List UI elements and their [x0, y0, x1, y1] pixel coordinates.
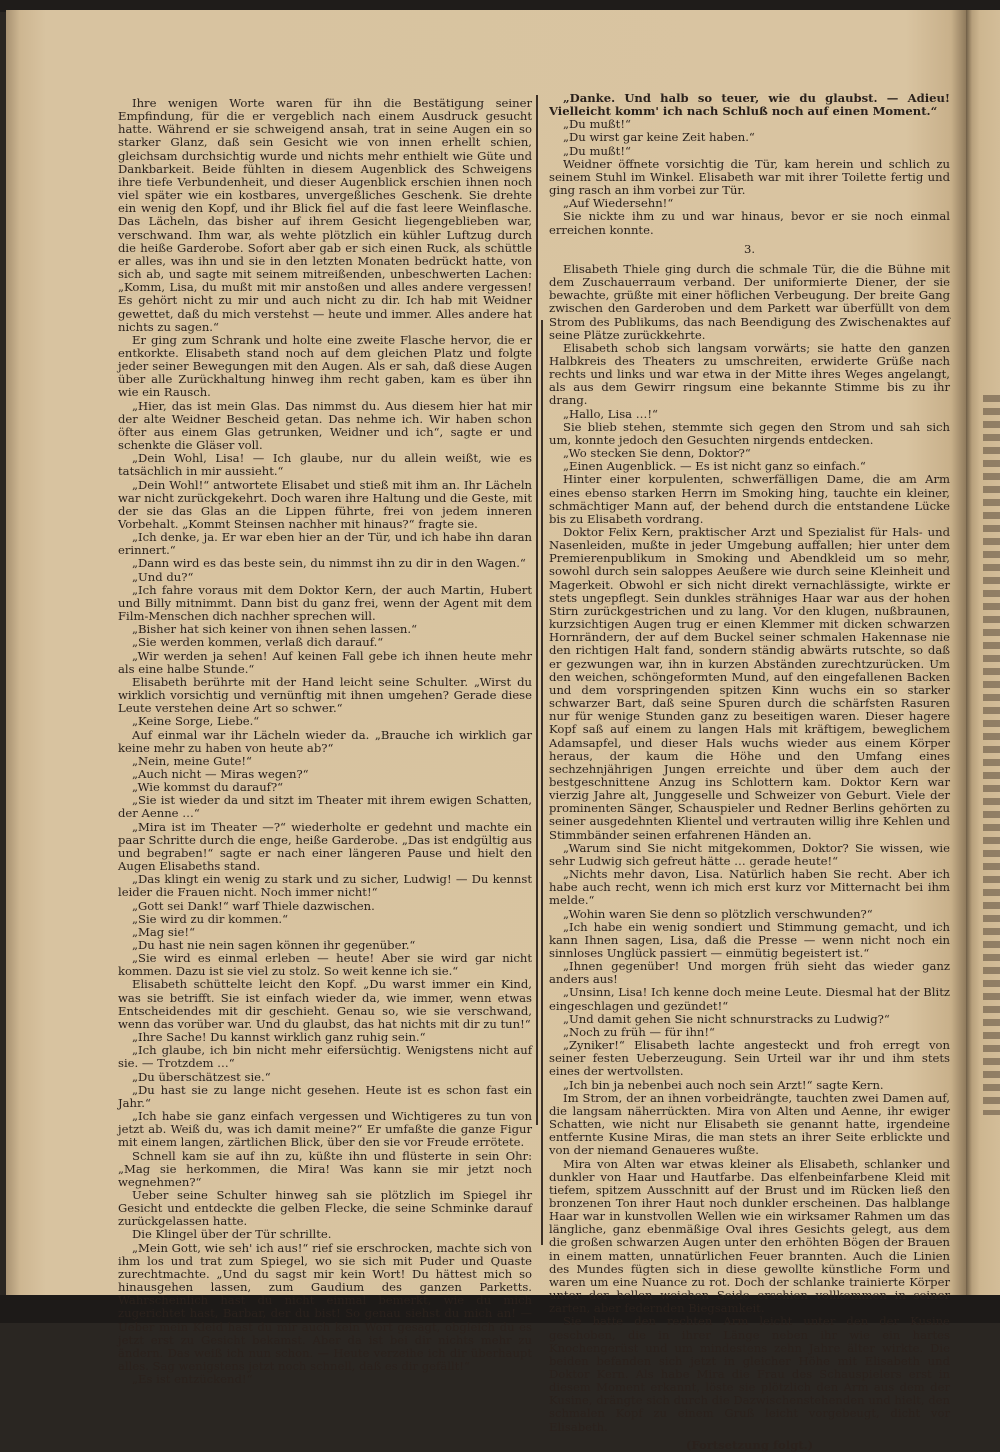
paragraph: Im Strom, der an ihnen vorbeidrängte, tauchten zwei Damen auf, die langsam näherrückten. Mira von Alten und Aenne, ihr ewiger Schatten, wie nicht nur Elisabeth sie genannt hatte, irgendeine entfernte Kusine Miras, die man stets an ihrer Seite erblickte und von der niemand Genaueres wußte. — [549, 1090, 950, 1158]
paragraph: „Noch zu früh — für ihn!“ — [563, 1024, 715, 1039]
paragraph: Elisabeth Thiele ging durch die schmale Tür, die die Bühne mit dem Zuschauerraum verband. Der uniformierte Diener, der sie bewachte, grüßte mit einer höflichen Verbeugung. Der breite Gang zwischen den Garderoben und dem Parkett war überfüllt von dem Strom des Publikums, das nach Beendigung des Zwischenaktes auf seine Plätze zurückkehrte. — [549, 261, 950, 342]
paragraph: „Das klingt ein wenig zu stark und zu sicher, Ludwig! — Du kennst leider die Frauen nicht. Noch immer nicht!“ — [118, 872, 532, 900]
paragraph: Schnell kam sie auf ihn zu, küßte ihn und flüsterte in sein Ohr: „Mag sie herkommen, die Mira! Was kann sie mir jetzt noch wegnehmen?“ — [118, 1148, 532, 1189]
paragraph: „Warum sind Sie nicht mitgekommen, Doktor? Sie wissen, wie sehr Ludwig sich gefreut hätte … gerade heute!“ — [549, 840, 950, 868]
paragraph: „Ich habe ein wenig sondiert und Stimmung gemacht, und ich kann Ihnen sagen, Lisa, daß die Presse — wenn nicht noch ein sinnloses Unglück passiert — einmütig begeistert ist.“ — [549, 919, 950, 960]
paragraph: „Es ist entzückend!“ — [132, 1372, 253, 1387]
right-column-after-section — [549, 263, 950, 1434]
paragraph: Doktor Felix Kern, praktischer Arzt und Spezialist für Hals- und Nasenleiden, mußte in jeder Umgebung auffallen; hier unter dem Premierenpublikum in Smoking und Abendkleid um so mehr, sowohl durch sein saloppes Aeußere wie durch seine Kleinheit und Magerkeit. Obwohl er sich nicht direkt vernachlässigte, wirkte er stets ungepflegt. Sein dunkles strähniges Haar war aus der hohen Stirn zurückgestrichen und zu lang. Vor den klugen, nußbraunen, kurzsichtigen Augen trug er einen Klemmer mit dicken schwarzen Hornrändern, der auf dem Buckel seiner schmalen Hakennase nie den richtigen Halt fand, sondern ständig abwärts rutschte, so daß er gezwungen war, ihn in kurzen Abständen zurechtzurücken. Um den weichen, schöngeformten Mund, auf den eingefallenen Backen und dem vorspringenden spitzen Kinn wuchs ein so starker schwarzer Bart, daß seine Spuren durch die schärfsten Rasuren nur für wenige Stunden ganz zu beseitigen waren. Dieser hagere Kopf saß auf einem zu langen Hals mit kräftigem, beweglichem Adamsapfel, und dieser Hals wuchs wieder aus einem Körper heraus, der kaum die Höhe und den Umfang eines sechzehnjährigen Jungen erreichte und über dem auch der bestgeschnittene Anzug ins Schlottern kam. Doktor Kern war vierzig Jahre alt, Junggeselle und Schweizer von Geburt. Viele der prominenten Sänger, Schauspieler und Redner Berlins gehörten zu seiner ausgedehnten Klientel und vertrauten willig ihre Kehlen und Stimmbänder seinen erfahrenen Händen an. — [549, 525, 950, 842]
column-divider — [536, 95, 538, 1125]
paragraph: „Einen Augenblick. — Es ist nicht ganz so einfach.“ — [563, 459, 866, 474]
paragraph: „Auf Wiedersehn!“ — [563, 196, 674, 211]
paragraph: „Sie wird zu dir kommen.“ — [132, 911, 289, 926]
paragraph: „Dein Wohl, Lisa! — Ich glaube, nur du allein weißt, wie es tatsächlich in mir aussieht.“ — [118, 451, 532, 479]
paragraph: „Bisher hat sich keiner von ihnen sehen lassen.“ — [132, 622, 418, 637]
paragraph: „Dein Wohl!“ antwortete Elisabet und stieß mit ihm an. Ihr Lächeln war nicht zurückgekehrt. Doch waren ihre Haltung und die Geste, mit der sie das Glas an die Lippen führte, frei von jedem inneren Vorbehalt. „Kommt Steinsen nachher mit hinaus?“ fragte sie. — [118, 477, 532, 531]
paragraph: „Zyniker!“ Elisabeth lachte angesteckt und froh erregt von seiner festen Ueberzeugung. Sein Urteil war ihr und ihm stets eines der wertvollsten. — [549, 1038, 950, 1079]
paragraph: „Sie werden kommen, verlaß dich darauf.“ — [132, 635, 384, 650]
paragraph: Die Klingel über der Tür schrillte. — [132, 1227, 332, 1242]
paragraph: Mira von Alten war etwas kleiner als Elisabeth, schlanker und dunkler von Haar und Hautfarbe. Das elfenbeinfarbene Kleid mit tiefem, spitzem Ausschnitt auf der Brust und im Rücken ließ den bronzenen Ton ihrer Haut noch dunkler erscheinen. Das halblange Haar war in kunstvollen Wellen wie ein wirksamer Rahmen um das längliche, ganz ebenmäßige Oval ihres Gesichts gelegt, aus dem die großen schwarzen Augen unter den erhöhten Bögen der Brauen in einem matten, unnatürlichen Feuer brannten. Auch die Linien des Mundes fügten sich in diese gewollte künstliche Form und waren um eine Nuance zu rot. Doch der schlanke trainierte Körper unter der hellen weichen Seide erschien vollkommen in seiner zarten, aber federnden Biegsamkeit. — [549, 1156, 950, 1316]
column-divider — [541, 320, 543, 1245]
paragraph: „Du mußt!“ — [563, 117, 631, 132]
paragraph: „Nein, meine Gute!“ — [132, 753, 252, 768]
paragraph: „Nichts mehr davon, Lisa. Natürlich haben Sie recht. Aber ich habe auch recht, wenn ich mich erst kurz vor Mitternacht bei ihm melde.“ — [549, 867, 950, 908]
paragraph: „Hier, das ist mein Glas. Das nimmst du. Aus diesem hier hat mir der alte Weidner Bescheid getan. Das nehme ich. Wir haben schon öfter aus einem Glas getrunken, Weidner und ich“, sagte er und schenkte die Gläser voll. — [118, 398, 532, 453]
paragraph: „Ihnen gegenüber! Und morgen früh sieht das wieder ganz anders aus! — [549, 959, 950, 987]
paragraph: Hinter einer korpulenten, schwerfälligen Dame, die am Arm eines ebenso starken Herrn im Smoking hing, tauchte ein kleiner, schmächtiger Mann auf, der behend durch die entstandene Lücke bis zu Elisabeth vordrang. — [549, 472, 950, 526]
paragraph: „Wie kommst du darauf?“ — [132, 780, 284, 795]
paragraph: „Ich fahre voraus mit dem Doktor Kern, der auch Martin, Hubert und Billy mitnimmt. Dann bist du ganz frei, wenn der Agent mit dem Film-Menschen dich nachher sprechen will. — [118, 582, 532, 624]
paragraph: „Du überschätzest sie.“ — [132, 1069, 271, 1084]
paragraph: Ihre wenigen Worte waren für ihn die Bestätigung seiner Empfindung, für die er vergeblich nach einem Ausdruck gesucht hatte. Während er sie schweigend ansah, trat in seine Augen ein so starker Glanz, daß sein Gesicht wie von innen erhellt schien, gleichsam durchsichtig wurde und nichts mehr enthielt wie Güte und Dankbarkeit. Beide fühlten in diesem Augenblick des Schweigens ihre tiefe Verbundenheit, und dieser Augenblick erschien ihnen noch viel später wie ein kostbares, unvergeßliches Geschenk. Sie drehte ein wenig den Kopf, und ihr Blick fiel auf die fast leere Weinflasche. Das Lächeln, das bisher auf ihrem Gesicht liegengeblieben war, verschwand. Ihm war, als wehte plötzlich ein kühler Luftzug durch die heiße Garderobe. Sofort aber gab er sich einen Ruck, als schüttle er alles, was ihn und sie in den letzten Monaten bedrückt hatte, von sich ab, und sagte mit seinem mitreißenden, unbeschwerten Lachen: „Komm, Lisa, du mußt mit mir anstoßen und alles andere vergessen! Es gehört nicht zu mir und auch nicht zu dir. Ich hab mit Weidner gewettet, daß du mich verstehst — heute und immer. Alles andere hat nichts zu sagen.“ — [118, 96, 532, 334]
paragraph: Sie blieb stehen, stemmte sich gegen den Strom und sah sich um, konnte jedoch den Gesuchten nirgends entdecken. — [549, 419, 950, 447]
paragraph: „Wohin waren Sie denn so plötzlich verschwunden?“ — [563, 906, 873, 921]
paragraph: „Dann wird es das beste sein, du nimmst ihn zu dir in den Wagen.“ — [132, 556, 526, 571]
paragraph: Sie nickte ihm zu und war hinaus, bevor er sie noch einmal erreichen konnte. — [549, 209, 950, 237]
paragraph: „Ich denke, ja. Er war eben hier an der Tür, und ich habe ihn daran erinnert.“ — [118, 530, 532, 558]
section-number: 3. — [743, 241, 756, 256]
paragraph: „Ich bin ja nebenbei auch noch sein Arzt!“ sagte Kern. — [563, 1077, 884, 1092]
paragraph: „Ihre Sache! Du kannst wirklich ganz ruhig sein.“ — [132, 1030, 426, 1045]
left-column — [118, 97, 532, 1386]
paragraph: Elisabeth schob sich langsam vorwärts; sie hatte den ganzen Halbkreis des Theaters zu umschreiten, erwiderte Grüße nach rechts und links und war etwa in der Mitte ihres Weges angelangt, als aus dem Gewirr ringsum eine bekannte Stimme bis zu ihr drang. — [549, 340, 950, 408]
paragraph: „Hallo, Lisa …!“ — [563, 406, 658, 421]
paragraph: „Du wirst gar keine Zeit haben.“ — [563, 130, 755, 145]
paragraph: Auf einmal war ihr Lächeln wieder da. „Brauche ich wirklich gar keine mehr zu haben von heute ab?“ — [118, 727, 532, 755]
paragraph: „Ich habe sie ganz einfach vergessen und Wichtigeres zu tun von jetzt ab. Weiß du, was ich damit meine?“ Er umfaßte die ganze Figur mit einem langen, zärtlichen Blick, über den sie vor Freude errötete. — [118, 1109, 532, 1150]
adjacent-page-text-fragments — [983, 395, 1000, 1115]
paragraph: „Du hast nie nein sagen können ihr gegenüber.“ — [132, 938, 416, 952]
paragraph: „Wo stecken Sie denn, Doktor?“ — [563, 446, 751, 461]
paragraph: „Und damit gehen Sie nicht schnurstracks zu Ludwig?“ — [563, 1011, 890, 1026]
paragraph: „Gott sei Dank!“ warf Thiele dazwischen. — [132, 898, 375, 913]
paragraph: „Ich glaube, ich bin nicht mehr eifersüchtig. Wenigstens nicht auf sie. — Trotzdem …“ — [118, 1043, 532, 1071]
paragraph: Ueber seine Schulter hinweg sah sie plötzlich im Spiegel ihr Gesicht und entdeckte die gelben Flecke, die seine Schminke darauf zurückgelassen hatte. — [118, 1187, 532, 1229]
paragraph: „Mag sie!“ — [132, 924, 196, 939]
paragraph: „Wir werden ja sehen! Auf keinen Fall gebe ich ihnen heute mehr als eine halbe Stunde.“ — [118, 648, 532, 676]
paragraph: Sie hatte den rechten Arm leicht unter den der Kusine geschoben, die in ihrer Länge neben ihr wie ein hartes Knochengerüst und um mindestens zehn Jahre älter wirkte. Die beiden befanden sich jetzt in gleicher Höhe mit Elisabeth und Doktor Kern. Als habe Mira die Frau des Schauspielers erst in diesem Moment erkannt, löste sie plötzlich den Arm aus dem der Kusine, drängte sich durch die Dazwischenstehenden und hielt, den schmalen Kopf zu einem Gruß leicht vorgebeugt, dicht vor Elisabeth. — [549, 1314, 950, 1434]
right-column-before-section — [549, 92, 950, 237]
paragraph: „Auch nicht — Miras wegen?“ — [132, 766, 309, 781]
paragraph: Elisabeth schüttelte leicht den Kopf. „Du warst immer ein Kind, was sie betrifft. Sie ist einfach wieder da, wie immer, wenn etwas Entscheidendes mit dir geschieht. Genau so, wie sie verschwand, wenn das vorüber war. Und du glaubst, das hat nichts mit dir zu tun!“ — [118, 977, 532, 1031]
paragraph: Er ging zum Schrank und holte eine zweite Flasche hervor, die er entkorkte. Elisabeth stand noch auf dem gleichen Platz und folgte jeder seiner Bewegungen mit den Augen. Als er sah, daß diese Augen über alle Zurückhaltung hinweg ihm recht gaben, kam es über ihn wie ein Rausch. — [118, 332, 532, 400]
continuation-note: (Fortsetzung folgt.) — [685, 1437, 814, 1452]
paragraph: „Und du?“ — [132, 569, 194, 584]
right-column — [549, 92, 950, 1452]
paragraph: „Mein Gott, wie seh' ich aus!“ rief sie erschrocken, machte sich von ihm los und trat zum Spiegel, wo sie sich mit Puder und Quaste zurechtmachte. „Und du sagst mir kein Wort! Du hättest mich so hinausgehen lassen, zum Gaudium des ganzen Parketts. Wahrscheinlich hast du nicht einmal bemerkt, wie du mich zugerichtet hast, Barbar, der du bist! So genau siehst du mich an! — Ueber mein Kleid hast du mir auch kein Wort gesagt, obgleich du es jetzt erst zu Gesicht bekamst. Aber da ist bei dir nichts mehr zu ändern. Das weiß ich nun schon. — Heute verzeihe ich dir überhaupt alles. Sag wenigstens jetzt noch schnell, daß es dir gefällt!“ — [118, 1240, 532, 1373]
paragraph: „Sie wird es einmal erleben — heute! Aber sie wird gar nicht kommen. Dazu ist sie viel zu stolz. So weit kenne ich sie.“ — [118, 951, 532, 979]
paragraph: „Du mußt!“ — [563, 143, 631, 158]
paragraph: „Danke. Und halb so teuer, wie du glaubst. — Adieu! Vielleicht komm' ich nach Schluß noch auf einen Moment.“ — [549, 91, 950, 119]
paragraph: „Unsinn, Lisa! Ich kenne doch meine Leute. Diesmal hat der Blitz eingeschlagen und gezündet!“ — [549, 985, 950, 1013]
paragraph: Weidner öffnete vorsichtig die Tür, kam herein und schlich zu seinem Stuhl im Winkel. Elisabeth war mit ihrer Toilette fertig und ging rasch an ihm vorbei zur Tür. — [549, 156, 950, 198]
paragraph: „Keine Sorge, Liebe.“ — [132, 714, 260, 729]
paragraph: „Sie ist wieder da und sitzt im Theater mit ihrem ewigen Schatten, der Aenne …“ — [118, 793, 532, 821]
paragraph: Elisabeth berührte mit der Hand leicht seine Schulter. „Wirst du wirklich vorsichtig und vernünftig mit ihnen umgehen? Gerade diese Leute verstehen deine Art so schwer.“ — [118, 674, 532, 716]
paragraph: „Mira ist im Theater —?“ wiederholte er gedehnt und machte ein paar Schritte durch die enge, heiße Garderobe. „Das ist endgültig aus und begraben!“ sagte er nach einer längeren Pause und hielt den Augen Elisabeths stand. — [118, 819, 532, 874]
paragraph: „Du hast sie zu lange nicht gesehen. Heute ist es schon fast ein Jahr.“ — [118, 1082, 532, 1110]
